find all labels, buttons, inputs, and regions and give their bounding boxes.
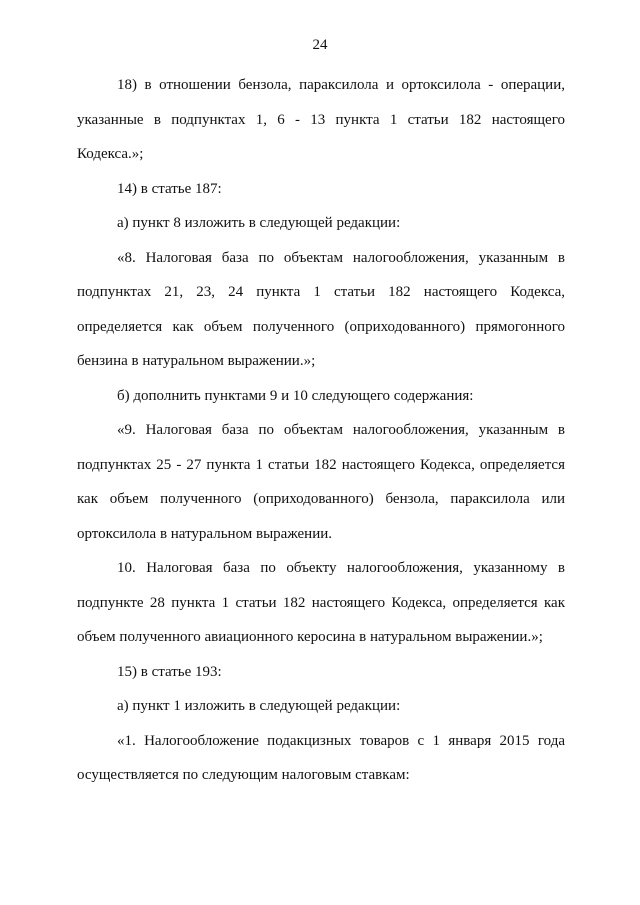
paragraph [77,68,565,172]
text-line: осуществляется по следующим налоговым ставкам: [77,767,410,783]
paragraph [77,689,565,724]
paragraph [77,206,565,241]
text-line: «9. Налоговая база по объектам налогообложения, указанным в [117,422,565,438]
text-line: подпунктах 25 - 27 пункта 1 статьи 182 настоящего Кодекса, определяется [77,456,565,473]
page-number: 24 [312,37,328,53]
text-line: а) пункт 8 изложить в следующей редакции: [117,215,401,231]
text-line: 15) в статье 193: [117,663,222,680]
text-line: «8. Налоговая база по объектам налогообложения, указанным в [117,249,565,266]
text-line: а) пункт 1 изложить в следующей редакции: [117,698,401,714]
text-line: определяется как объем полученного (оприходованного) прямогонного [77,318,565,335]
paragraph [77,172,565,207]
text-line: б) дополнить пунктами 9 и 10 следующего содержания: [117,387,474,404]
text-line: указанные в подпунктах 1, 6 - 13 пункта 1 статьи 182 настоящего [77,111,565,128]
text-line: ортоксилола в натуральном выражении. [77,525,332,542]
text-line: 10. Налоговая база по объекту налогообложения, указанному в [117,560,565,576]
paragraph [77,551,565,655]
text-line: 18) в отношении бензола, параксилола и ортоксилола - операции, [117,77,565,93]
document-body [77,68,565,793]
text-line: 14) в статье 187: [117,180,222,197]
text-line: как объем полученного (оприходованного) бензола, параксилола или [77,491,565,507]
paragraph [77,241,565,379]
paragraph [77,655,565,690]
paragraph [77,724,565,793]
paragraph [77,379,565,414]
text-line: «1. Налогообложение подакцизных товаров с 1 января 2015 года [117,732,565,749]
text-line: подпунктах 21, 23, 24 пункта 1 статьи 182 настоящего Кодекса, [77,284,565,300]
text-line: объем полученного авиационного керосина в натуральном выражении.»; [77,629,543,645]
text-line: подпункте 28 пункта 1 статьи 182 настоящего Кодекса, определяется как [77,594,565,611]
paragraph [77,413,565,551]
text-line: бензина в натуральном выражении.»; [77,353,316,369]
text-line: Кодекса.»; [77,146,144,162]
